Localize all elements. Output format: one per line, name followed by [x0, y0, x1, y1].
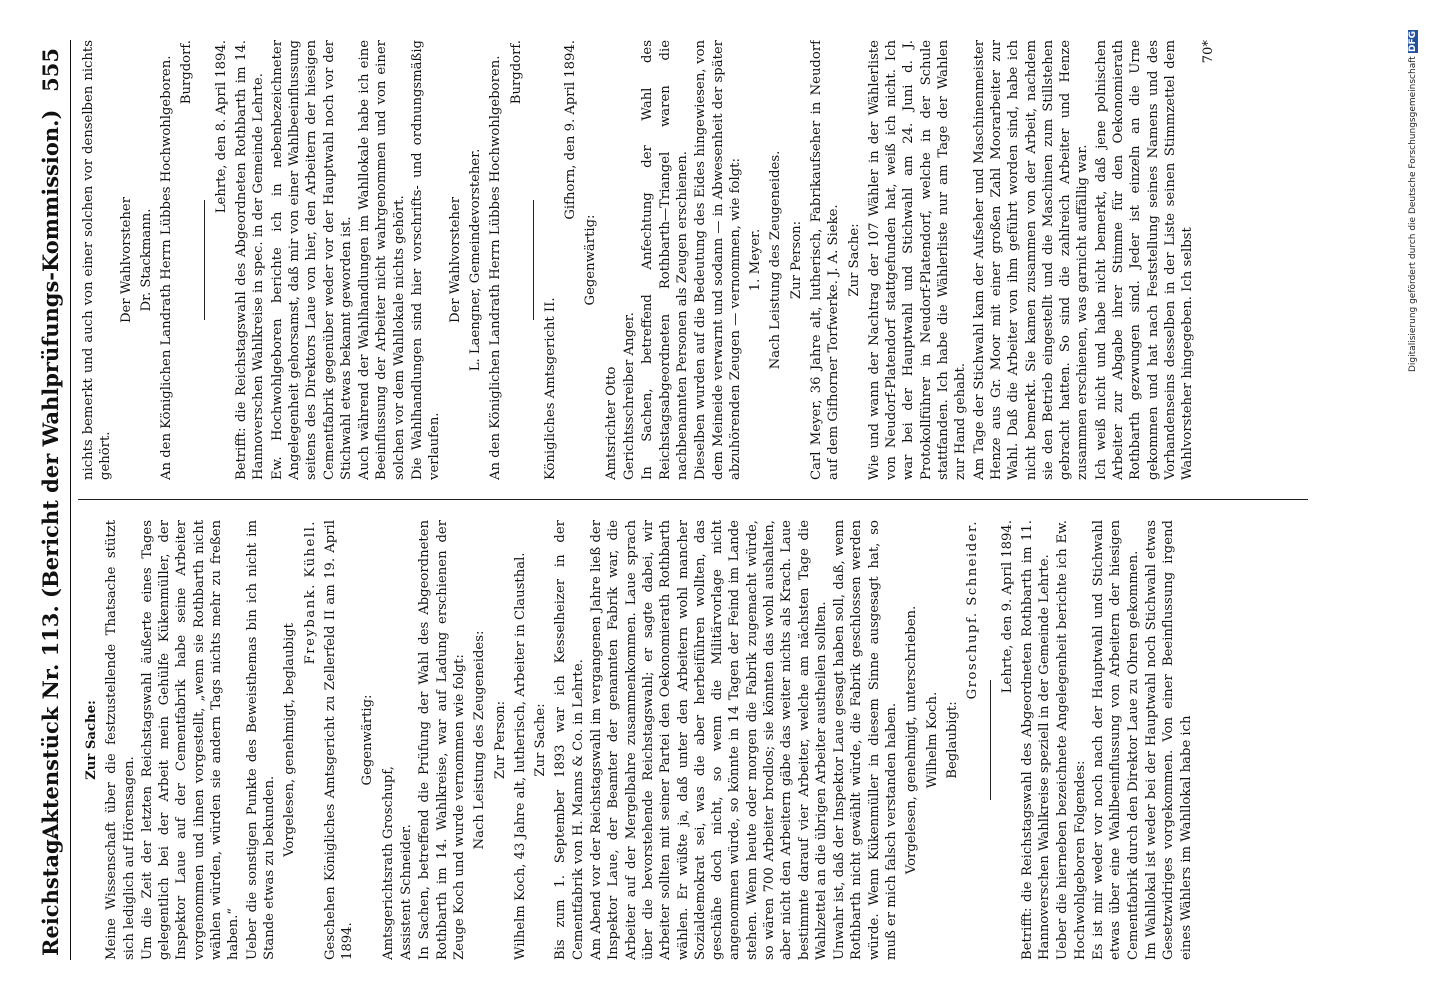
paragraph: nichts bemerkt und auch von einer solchen vor denselben nichts gehört.: [81, 40, 114, 480]
column-divider: [78, 499, 1308, 500]
paragraph: Geschehen Königliches Amtsgericht zu Zellerfeld II am 19. April 1894.: [322, 520, 356, 960]
paragraph: Gerichtsschreiber Anger.: [622, 312, 638, 480]
paragraph: Königliches Amtsgericht II.: [542, 297, 558, 480]
credit-text: Digitalisierung gefördert durch die Deutsche Forschungsgemeinschaft: [1408, 55, 1418, 372]
paragraph: Wie und wann der Nachtrag der 107 Wähler in der Wählerliste von Neudorf-Platendorf stattgefunden hat, weiß ich nicht. Ich war bei der Hauptwahl und Stichwahl am 24. Juni d. J. Protokollführer in Neudorf-Platendorf, welche in der Schule stattfanden. Ich habe die Wählerliste nur am Tage der Wahlen zur Hand gehabt.: [866, 40, 969, 480]
paragraph: Zur Sache:: [533, 703, 549, 777]
paragraph: Ew. Hochwohlgeboren berichte ich in nebenbezeichneter Angelegenheit gehorsamst, daß mir von einer Wahlbeeinflussung seitens des Direktors Laue von hier, den Arbeitern der hiesigen Cementfabrik gegenüber weder vor der Hauptwahl noch vor der Stichwahl etwas bekannt geworden ist.: [269, 40, 354, 480]
paragraph: An den Königlichen Landrath Herrn Lübbes Hochwohlgeboren.: [159, 55, 175, 480]
paragraph: Am Tage der Stichwahl kam der Aufseher und Maschinenmeister Henze aus Gr. Moor mit einer großen Zahl Moorarbeiter zur Wahl. Daß die Arbeiter von ihm geführt worden sind, habe ich nicht bemerkt. Sie kamen zusammen von der Arbeit, nachdem sie den Betrieb eingestellt und die Maschinen zum Stillstehen gebracht hatten. So sind die zahlreich Arbeiter und Henze zusammen erschienen, was garnicht auffällig war.: [971, 40, 1091, 480]
signature: L. Laengner, Gemeindevorsteher.: [467, 148, 483, 372]
paragraph: Um die Zeit der letzten Reichstagswahl äußerte eines Tages gelegentlich bei der Arbeit mein Gehülfe Kükenmüller, der Inspektor Laue auf der Cementfabrik habe seine Arbeiter vorgenommen und ihnen vorgestellt, „wenn sie Rothbarth nicht wählen würden, würden sie andern Tags nichts mehr zu freßen haben.“: [139, 520, 242, 960]
paragraph: Wilhelm Koch, 43 Jahre alt, lutherisch, Arbeiter in Clausthal.: [512, 552, 528, 960]
paragraph: Burgdorf.: [179, 40, 195, 105]
paragraph: Nach Leistung des Zeugeneides.: [768, 150, 784, 370]
paragraph: In Sachen, betreffend die Prüfung der Wahl des Abgeordneten Rothbarth im 14. Wahlkreise, war auf Ladung erschienen der Zeuge Koch und wurde vernommen wie folgt:: [417, 520, 467, 960]
signature: Groschupf. Schneider.: [965, 520, 981, 700]
paragraph: Vorgelesen, genehmigt, unterschrieben.: [904, 605, 920, 875]
paragraph: Zur Person:: [788, 220, 804, 300]
paragraph: Carl Meyer, 36 Jahre alt, lutherisch, Fabrikaufseher in Neudorf auf dem Gifhorner Torfwerke. J. A. Sieke.: [808, 40, 842, 480]
footer-mark: 70*: [1200, 40, 1216, 64]
header-left: Reichstag.: [38, 832, 63, 956]
dfg-logo: DFG: [1408, 31, 1418, 53]
paragraph: Ueber die hierneben bezeichnete Angelegenheit berichte ich Ew. Hochwohlgeboren Folgendes:: [1055, 520, 1088, 960]
paragraph: Unwahr ist, daß der Inspektor Laue gesagt haben soll, daß, wenn Rothbarth nicht gewählt würde, die Fabrik geschlossen werden würde. Wenn Kükenmüller in diesem Sinne ausgesagt hat, so muß er mich falsch verstanden haben.: [832, 520, 900, 960]
left-column: [80, 520, 1320, 960]
paragraph: Betrifft: die Reichstagswahl des Abgeordneten Rothbarth im 11. Hannoverschen Wahlkreise speziell in der Gemeinde Lehrte.: [1019, 520, 1053, 960]
paragraph: Die Wahlhandlungen sind hier vorschrifts- und ordnungsmäßig verlaufen.: [410, 40, 443, 480]
section-rule: [990, 680, 991, 800]
signature: Dr. Stackmann.: [138, 208, 154, 312]
paragraph: Auch während der Wahlhandlungen im Wahllokale habe ich eine Beeinflussung der Arbeiter nicht wahrgenommen und von einer solchen vor dem Wahllokale nichts gehört.: [357, 40, 407, 480]
paragraph: Bis zum 1. September 1893 war ich Kesselheizer in der Cementfabrik von H. Manns & Co. in Lehrte.: [553, 520, 586, 960]
paragraph: Im Wahllokal ist weder bei der Hauptwahl noch Stichwahl etwas Gesetzwidriges vorgekommen. Von einer Beeinflussung irgend eines Wählers im Wahllokal habe ich: [1143, 520, 1194, 960]
signature: Freybank. Kühell.: [302, 520, 318, 665]
paragraph: Nach Leistung des Zeugeneides:: [472, 630, 488, 850]
paragraph: Ich weiß nicht und habe nicht bemerkt, daß jene polnischen Arbeiter zur Abgabe ihrer Stimme für den Oekonomierath Rothbarth gezwungen sind. Jeder ist einzeln an die Urne gekommen und hat nach Feststellung seines Namens und des Vorhandenseins desselben in der Liste seinen Stimmzettel dem Wahlvorsteher hingegeben. Ich selbst: [1093, 40, 1196, 480]
paragraph: Gegenwärtig:: [583, 214, 599, 306]
paragraph: Dieselben wurden auf die Bedeutung des Eides hingewiesen, von dem Meineide verwarnt und sodann — in Abwesenheit der später abzuhörenden Zeugen — vernommen, wie folgt:: [693, 40, 743, 480]
paragraph: Burgdorf.: [508, 40, 524, 105]
paragraph: Der Wahlvorsteher: [447, 196, 463, 324]
paragraph: In Sachen, betreffend Anfechtung der Wahl des Reichstagsabgeordneten Rothbarth—Triangel waren die nachbenannten Personen als Zeugen erschienen.: [640, 40, 690, 480]
dateline: Lehrte, den 8. April 1894.: [213, 40, 229, 214]
right-column: [80, 40, 1320, 480]
dateline: Gifhorn, den 9. April 1894.: [563, 40, 579, 220]
paragraph: Ueber die sonstigen Punkte des Beweisthemas bin ich nicht im Stande etwas zu bekunden.: [244, 520, 277, 960]
section-rule: [533, 200, 534, 320]
paragraph: Zur Person:: [492, 700, 508, 780]
paragraph: Es ist mir weder vor noch nach der Hauptwahl und Stichwahl etwas über eine Wahlbeeinflussung von Arbeitern der hiesigen Cementfabrik durch den Direktor Laue zu Ohren gekommen.: [1091, 520, 1141, 960]
header-title: Aktenstück Nr. 113. (Bericht der Wahlprüfungs-Kommission.): [38, 109, 63, 840]
signature: Wilhelm Koch.: [924, 691, 940, 789]
page-header: [30, 40, 71, 960]
paragraph: Amtsgerichtsrath Groschupf,: [380, 766, 396, 960]
dateline: Lehrte, den 9. April 1894.: [999, 520, 1015, 694]
paragraph: Gegenwärtig:: [360, 694, 376, 786]
page-number: 555: [38, 48, 63, 92]
paragraph: Zur Sache:: [846, 223, 862, 297]
paragraph: Assistent Schneider.: [399, 824, 415, 960]
paragraph: 1. Meyer.: [748, 228, 764, 292]
paragraph: Amtsrichter Otto: [603, 366, 619, 480]
section-rule: [204, 200, 205, 320]
paragraph: Am Abend vor der Reichstagswahl im vergangenen Jahre ließ der Inspektor Laue, der Beamter der genannten Fabrik war, die Arbeiter auf der Mergelbahre zusammenkommen. Laue sprach über die bevorstehende Reichstagswahl; er sagte dabei, wir Arbeiter sollten mit seiner Partei den Oekonomierath Rothbarth wählen. Er wüßte ja, daß unter den Arbeitern wohl mancher Sozialdemokrat sei, was die aber herbeiführen wollten, das geschähe doch nicht, so wenn die Militärvorlage nicht angenommen würde, so könnte in 14 Tagen der Feind im Lande stehen. Wenn heute oder morgen die Fabrik zugemacht würde, so wären 700 Arbeiter brodlos; sie könnten das wohl aushalten, aber nicht den Arbeitern gäbe das weiter nichts als Krach. Laue bestimmte darauf vier Arbeiter, welche am nächsten Tage die Wahlzettel an die übrigen Arbeiter austheilen sollten.: [589, 520, 829, 960]
paragraph: Der Wahlvorsteher: [118, 196, 134, 324]
paragraph: Betrifft: die Reichstagswahl des Abgeordneten Rothbarth im 14. Hannoverschen Wahlkreise in spec. in der Gemeinde Lehrte.: [234, 40, 267, 480]
paragraph: Vorgelesen, genehmigt, beglaubigt: [282, 623, 298, 857]
paragraph: Beglaubigt:: [944, 701, 960, 779]
paragraph: Zur Sache:: [84, 700, 99, 780]
paragraph: Meine Wissenschaft über die festzustellende Thatsache stützt sich lediglich auf Hörensagen.: [104, 520, 137, 960]
digitization-credit: [1408, 30, 1424, 970]
paragraph: An den Königlichen Landrath Herrn Lübbes Hochwohlgeboren.: [488, 55, 504, 480]
